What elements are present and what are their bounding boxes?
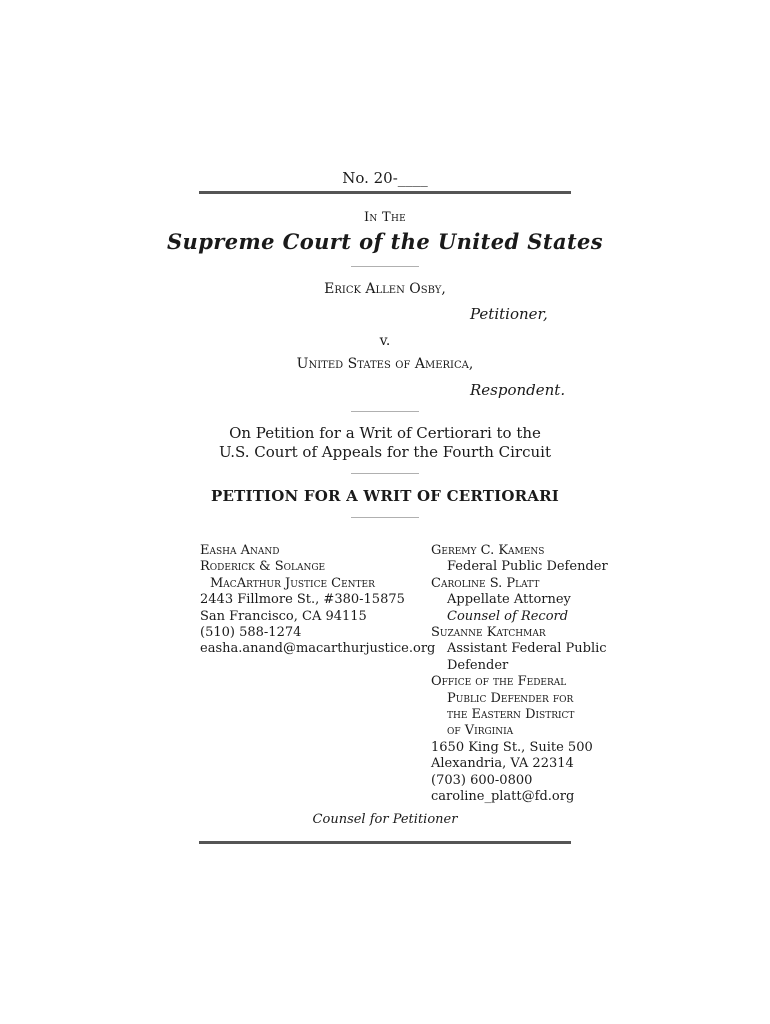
divider-rule: [351, 411, 419, 412]
counsel-address: San Francisco, CA 94115: [200, 608, 367, 624]
counsel-of-record: Counsel of Record: [447, 608, 569, 624]
counsel-title: Defender: [447, 657, 509, 673]
left-counsel-block: [200, 543, 435, 658]
counsel-email: caroline_platt@fd.org: [431, 789, 575, 805]
counsel-office: Public Defender for: [447, 690, 574, 706]
counsel-title: Appellate Attorney: [447, 592, 571, 608]
court-prefix: In The: [363, 210, 407, 225]
divider-rule: [351, 473, 419, 474]
counsel-office: the Eastern District: [447, 707, 575, 723]
counsel-title: Federal Public Defender: [447, 559, 608, 575]
counsel-name: Caroline S. Platt: [431, 575, 540, 591]
counsel-title: Assistant Federal Public: [447, 641, 607, 657]
petition-line: On Petition for a Writ of Certiorari to the: [229, 424, 541, 442]
counsel-address: Alexandria, VA 22314: [431, 756, 574, 772]
right-counsel-block: [431, 543, 608, 806]
respondent-role: Respondent.: [470, 381, 566, 399]
petitioner-name: Erick Allen Osby,: [324, 281, 446, 297]
counsel-address: 1650 King St., Suite 500: [431, 739, 593, 755]
divider-rule: [351, 266, 419, 267]
docket-number: No. 20-____: [342, 169, 428, 187]
top-heavy-rule: [199, 191, 571, 194]
counsel-office: of Virginia: [447, 723, 514, 739]
bottom-heavy-rule: [199, 841, 571, 844]
counsel-email: easha.anand@macarthurjustice.org: [200, 641, 436, 657]
counsel-phone: (510) 588-1274: [200, 625, 302, 641]
counsel-org: MacArthur Justice Center: [210, 575, 375, 591]
document-title: PETITION FOR A WRIT OF CERTIORARI: [211, 487, 559, 505]
counsel-office: Office of the Federal: [431, 674, 567, 690]
versus: v.: [379, 333, 391, 349]
respondent-name: United States of America,: [296, 356, 474, 372]
counsel-phone: (703) 600-0800: [431, 772, 533, 788]
counsel-name: Geremy C. Kamens: [431, 543, 545, 558]
counsel-name: Suzanne Katchmar: [431, 625, 546, 641]
counsel-org: Roderick & Solange: [200, 559, 326, 575]
court-name: Supreme Court of the United States: [166, 229, 604, 254]
counsel-for-petitioner: Counsel for Petitioner: [312, 812, 458, 827]
petitioner-role: Petitioner,: [470, 305, 548, 323]
counsel-address: 2443 Fillmore St., #380-15875: [200, 592, 405, 608]
petition-line: U.S. Court of Appeals for the Fourth Circuit: [218, 443, 551, 461]
counsel-name: Easha Anand: [200, 543, 280, 558]
divider-rule: [351, 517, 419, 518]
